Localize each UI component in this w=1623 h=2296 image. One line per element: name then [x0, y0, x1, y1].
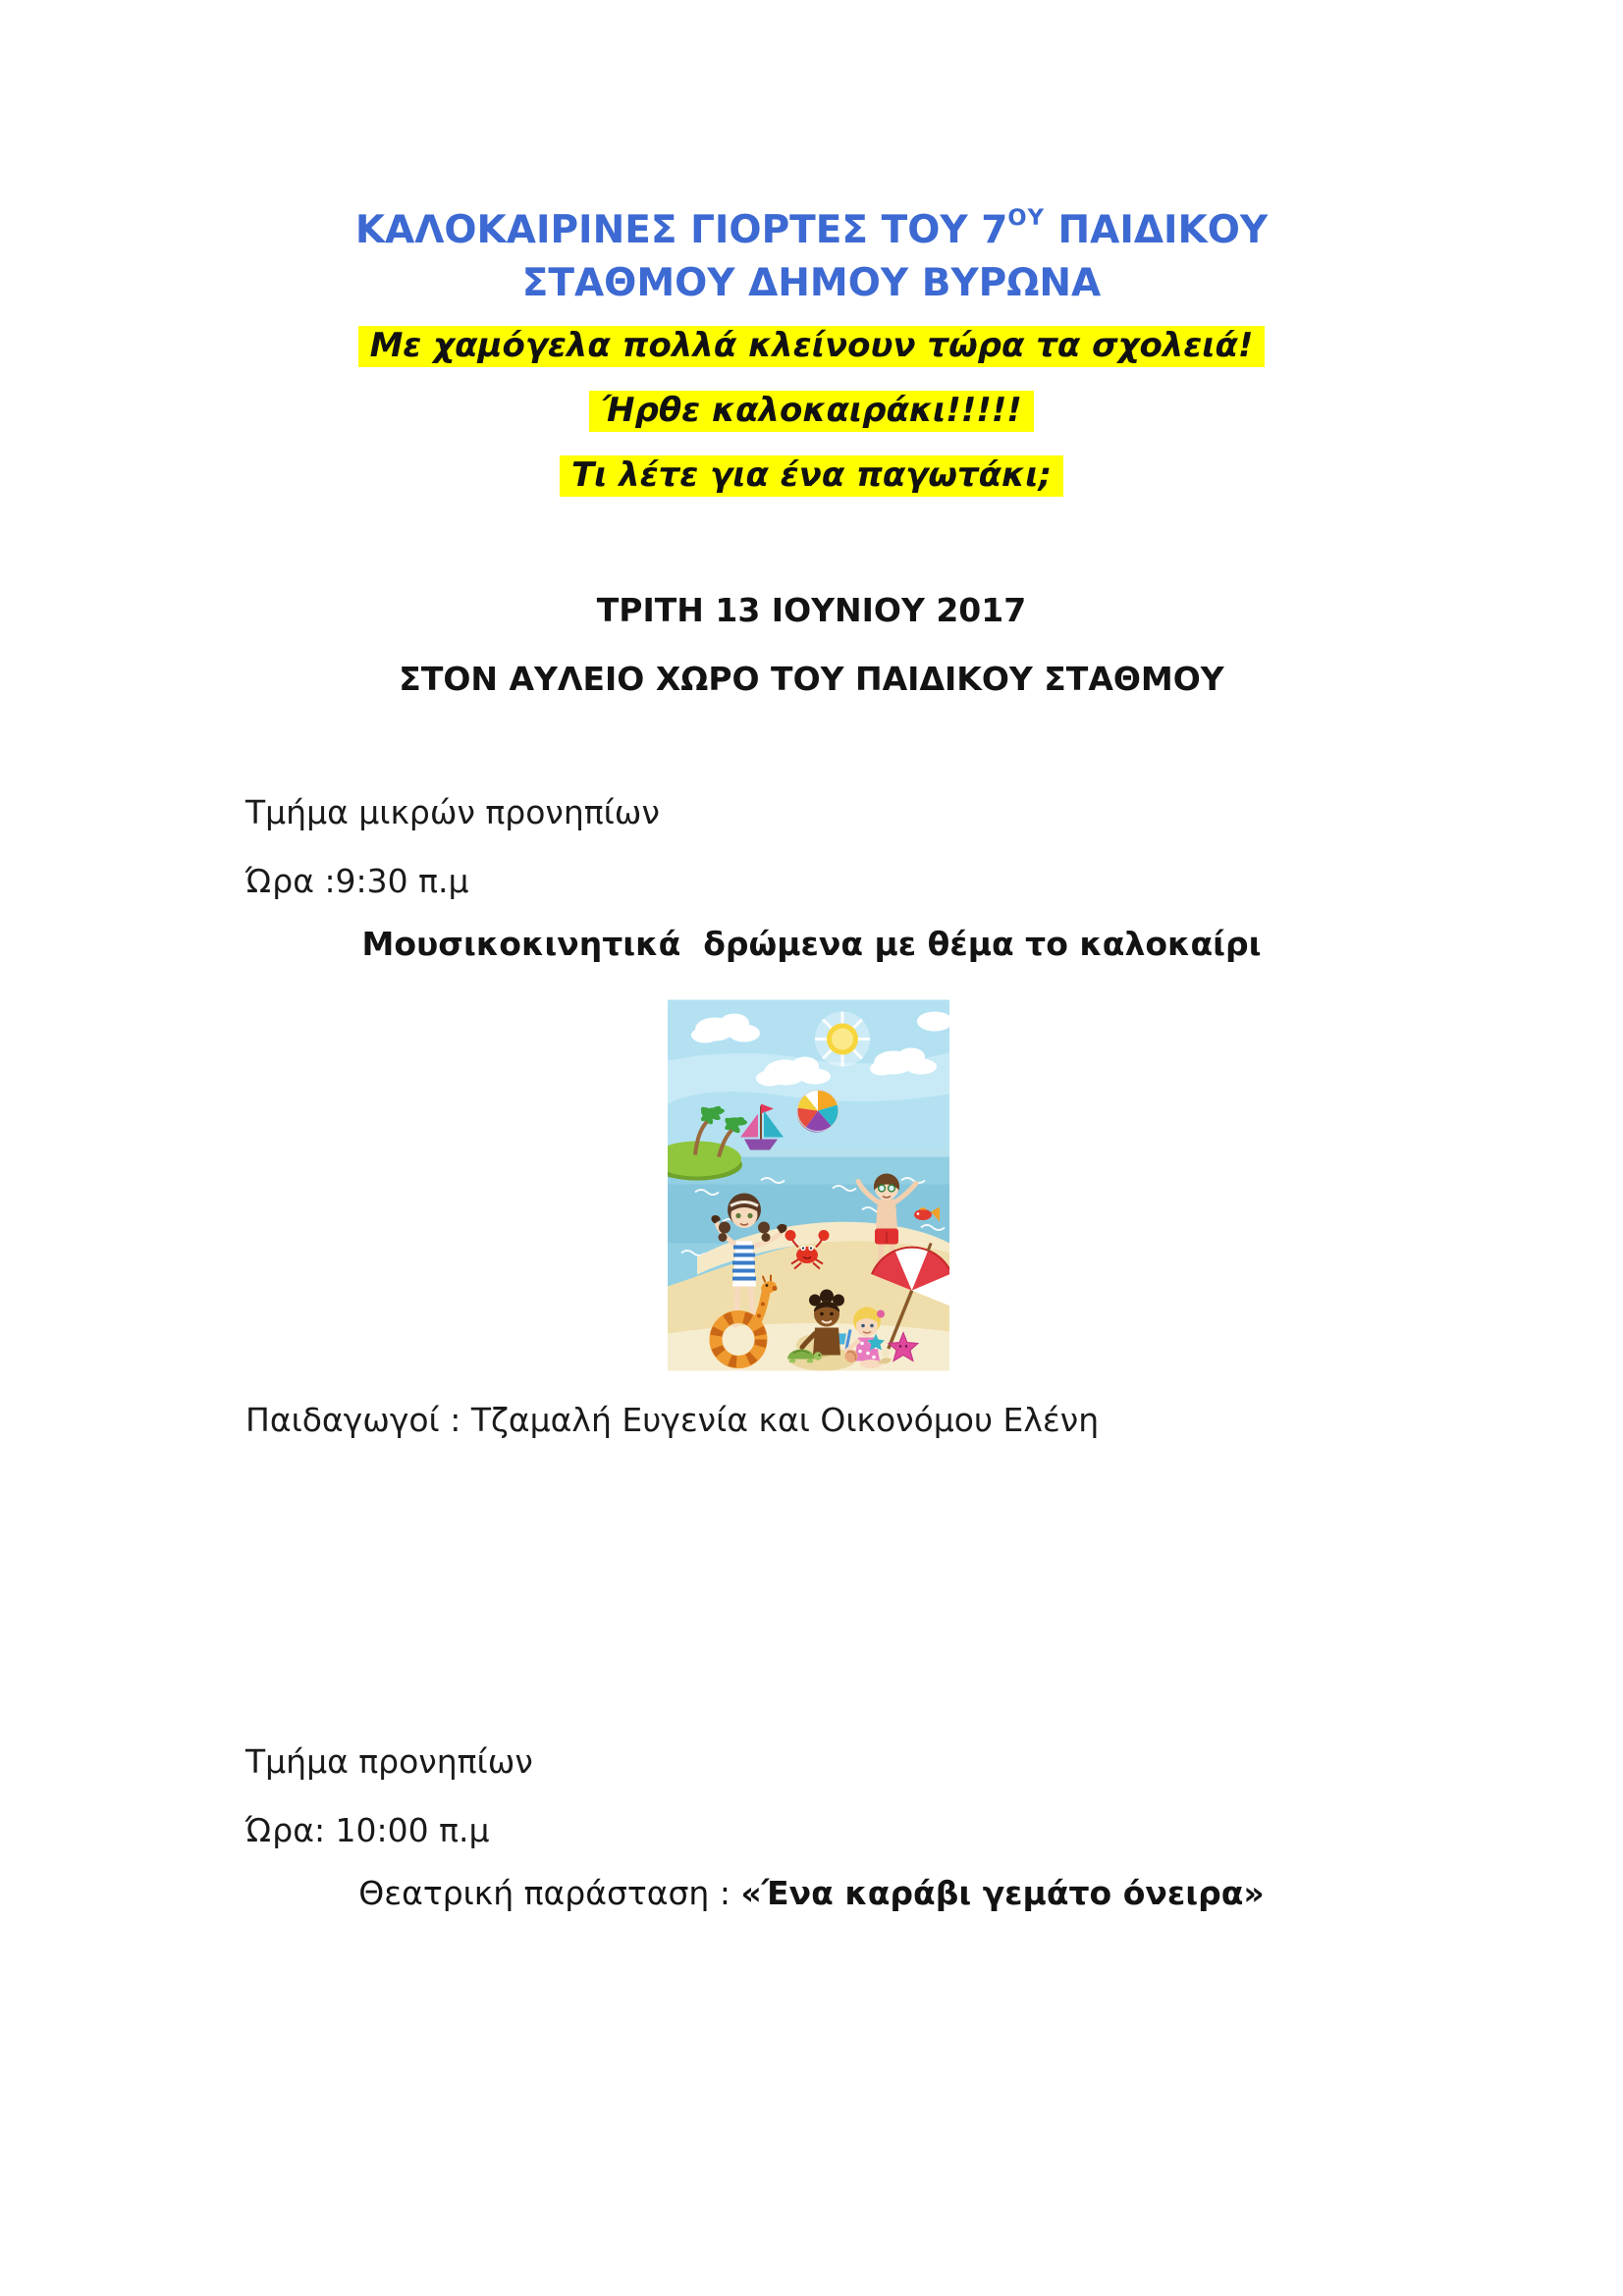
date-line: ΤΡΙΤΗ 13 ΙΟΥΝΙΟΥ 2017 [596, 591, 1027, 629]
section1-teachers: Παιδαγωγοί : Τζαμαλή Ευγενία και Οικονόμου Ελένη [245, 1401, 1100, 1439]
highlight-text-1: Με χαμόγελα πολλά κλείνουν τώρα τα σχολειά! [358, 326, 1266, 367]
section2-event [0, 1874, 1623, 1913]
venue-line: ΣΤΟΝ ΑΥΛΕΙΟ ΧΩΡΟ ΤΟΥ ΠΑΙΔΙΚΟΥ ΣΤΑΘΜΟΥ [399, 660, 1224, 698]
beach-ball [797, 1091, 839, 1133]
highlight-text-2: Ήρθε καλοκαιράκι!!!!! [589, 391, 1034, 432]
highlight-text-3: Τι λέτε για ένα παγωτάκι; [560, 455, 1063, 497]
beach-illustration [668, 999, 949, 1371]
highlight-line-3 [0, 455, 1623, 497]
highlight-line-1 [0, 326, 1623, 367]
section1-event: Μουσικοκινητικά δρώμενα με θέμα το καλοκαίρι [361, 925, 1262, 963]
section1-time: Ώρα :9:30 π.μ [245, 862, 469, 900]
event-prefix: Θεατρική παράσταση : [358, 1874, 741, 1912]
title-superscript: ΟΥ [1007, 205, 1045, 231]
title-line1-tail: ΠΑΙΔΙΚΟΥ [1044, 208, 1269, 252]
section1-group: Τμήμα μικρών προνηπίων [245, 793, 660, 831]
sun-icon [815, 1012, 870, 1067]
event-quoted-title: «Ένα καράβι γεμάτο όνειρα» [740, 1874, 1265, 1912]
highlight-line-2 [0, 391, 1623, 432]
title-line1-text: ΚΑΛΟΚΑΙΡΙΝΕΣ ΓΙΟΡΤΕΣ ΤΟΥ 7 [354, 208, 1008, 252]
title-line1 [354, 205, 1269, 252]
section2-time: Ώρα: 10:00 π.μ [245, 1811, 490, 1849]
page-title [0, 191, 1623, 310]
section2-group: Τμήμα προνηπίων [245, 1742, 533, 1781]
title-line2: ΣΤΑΘΜΟΥ ΔΗΜΟΥ ΒΥΡΩΝΑ [521, 261, 1102, 305]
